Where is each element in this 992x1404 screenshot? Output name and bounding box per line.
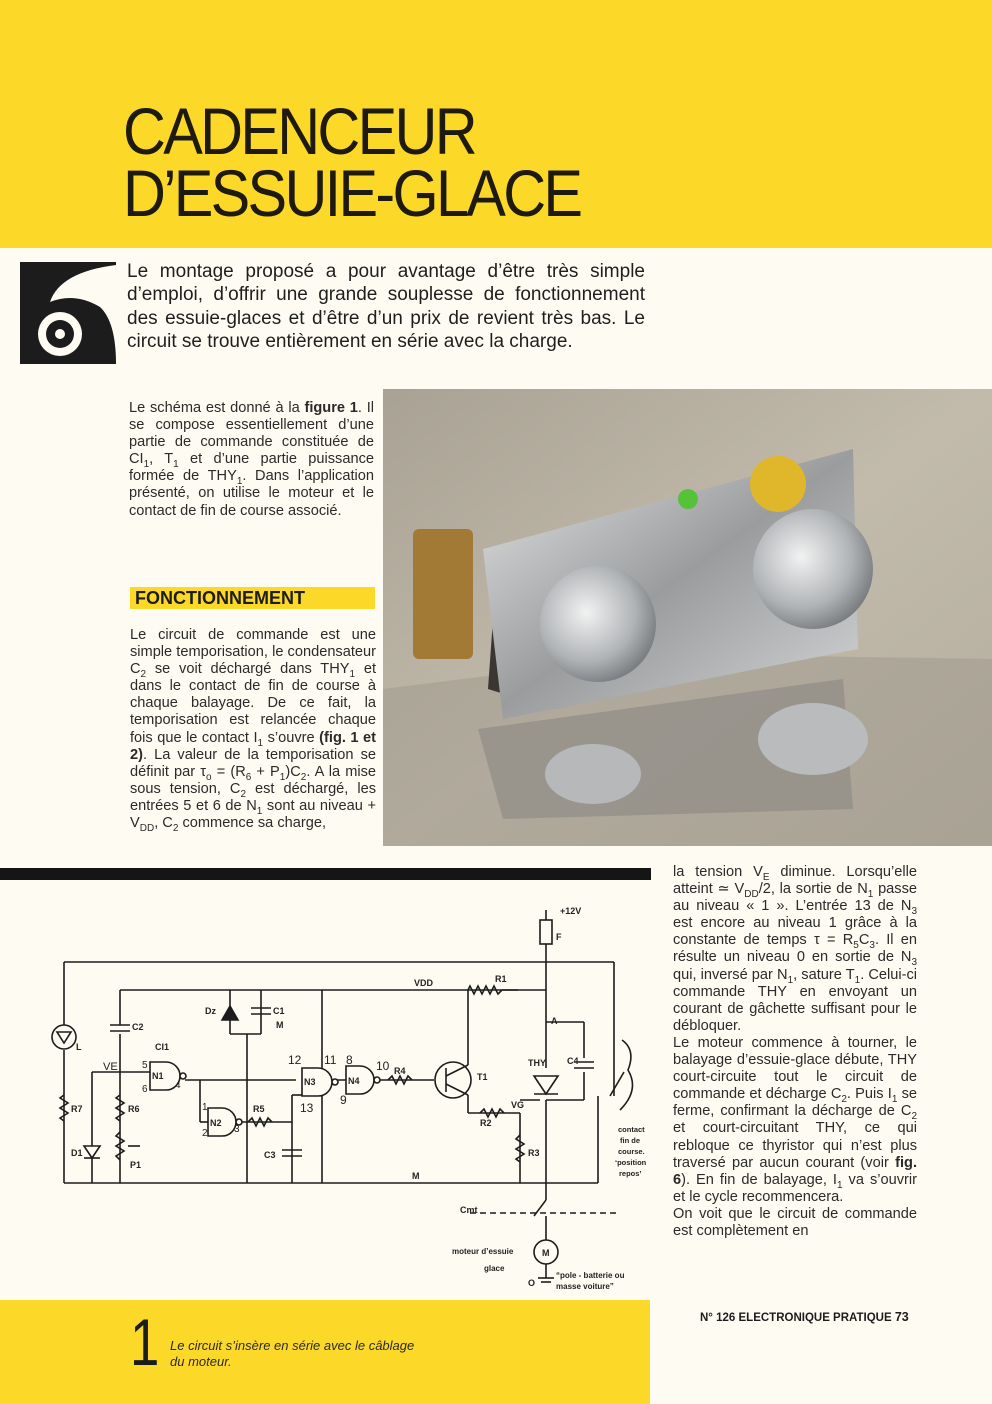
title-line-1: CADENCEUR	[123, 94, 475, 168]
label-r2: R2	[480, 1118, 492, 1128]
pin-1: 1	[202, 1102, 208, 1113]
product-photo	[383, 389, 992, 846]
text-run: /2, la sortie de N	[758, 881, 868, 898]
label-r5: R5	[253, 1104, 265, 1114]
gate-n3-bubble	[332, 1079, 338, 1085]
pin-6: 6	[142, 1084, 148, 1095]
text-run: , sature T	[793, 966, 855, 983]
section-rule	[0, 868, 651, 880]
text-run: passe au niveau « 1 ». L’entrée 13 de N	[673, 881, 918, 915]
label-n3: N3	[304, 1077, 316, 1087]
contact-line: contact	[618, 1125, 645, 1134]
figure-number: 1	[130, 1305, 160, 1379]
label-led: L	[76, 1042, 82, 1052]
label-c4: C4	[567, 1056, 579, 1066]
subscript: 1	[854, 974, 861, 986]
subscript: 5	[853, 940, 859, 952]
subscript: DD	[139, 822, 155, 834]
pin-2: 2	[202, 1128, 208, 1139]
label-r6: R6	[128, 1104, 140, 1114]
magazine-name: ELECTRONIQUE PRATIQUE	[738, 1312, 892, 1324]
subscript: 2	[172, 822, 179, 834]
contact-line: repos’	[619, 1169, 642, 1178]
page-title	[123, 94, 581, 230]
label-r3: R3	[528, 1148, 540, 1158]
text-run: = (R	[211, 763, 246, 780]
label-anode: A	[551, 1016, 558, 1026]
text-run: C	[858, 932, 870, 949]
pin-4: 4	[175, 1080, 181, 1091]
subscript: 3	[911, 906, 917, 918]
subscript: o	[206, 771, 212, 783]
subscript: 1	[256, 805, 263, 817]
pole-line: masse voiture”	[556, 1282, 614, 1291]
text-run: Le schéma est donné à la	[129, 400, 305, 416]
contact-line: course.	[618, 1147, 645, 1156]
section-heading: FONCTIONNEMENT	[130, 587, 375, 609]
pin-3: 3	[234, 1124, 240, 1135]
label-n1: N1	[152, 1071, 164, 1081]
text-run: est déchargé, les entrées 5 et 6 de N	[130, 780, 376, 814]
text-run: . Celui-ci commande THY en envoyant un courant de gâchette suffisant pour le débloquer.	[673, 966, 918, 1034]
subscript: 6	[245, 771, 252, 783]
pin-9: 9	[340, 1093, 347, 1107]
label-motor	[452, 1247, 514, 1273]
label-12v: +12V	[560, 906, 582, 916]
motor-line: moteur d’essuie	[452, 1247, 514, 1256]
label-c1: C1	[273, 1006, 285, 1016]
label-o: O	[528, 1278, 536, 1288]
body-column-3	[673, 864, 917, 1240]
label-cmt: Cmt	[460, 1205, 478, 1215]
subscript: 1	[867, 889, 874, 900]
label-ground: M	[412, 1171, 420, 1181]
label-n4: N4	[348, 1076, 360, 1086]
photo-toroid	[750, 456, 806, 512]
pin-11: 11	[324, 1053, 337, 1067]
label-p1: P1	[130, 1160, 142, 1170]
body-column-2	[130, 627, 376, 832]
gate-n1-bubble	[180, 1073, 186, 1079]
page-number: 73	[894, 1310, 909, 1324]
subscript: 1	[257, 737, 264, 749]
figure-caption: Le circuit s’insère en série avec le câblage du moteur.	[170, 1338, 415, 1369]
motor-line: glace	[484, 1264, 505, 1273]
contact-line: fin de	[620, 1136, 640, 1145]
intro-paragraph: Le montage proposé a pour avantage d’être très simple d’emploi, d’offrir une grande souplesse de fonctionnement des essuie-glaces et d’être d’un prix de revient très bas. Le circuit se trouve entièrement en série avec la charge.	[127, 261, 645, 353]
text-run: Le circuit de commande est une simple temporisation, le condensateur C	[130, 627, 376, 678]
text-run: . Puis I	[846, 1086, 892, 1103]
text-run: . La valeur de la temporisation se définit par τ	[130, 746, 376, 780]
pin-5: 5	[142, 1060, 148, 1071]
text-run: va s’ouvrir et le cycle recommencera.	[673, 1171, 918, 1205]
label-r7: R7	[71, 1104, 83, 1114]
label-fuse: F	[556, 932, 562, 942]
photo-knob-left	[540, 566, 656, 682]
photo-knob-reflection	[758, 703, 868, 775]
text-run: , C	[154, 815, 173, 832]
label-dz: Dz	[205, 1006, 216, 1016]
subscript: 2	[300, 771, 307, 783]
subscript: 1	[891, 1094, 898, 1106]
label-t1: T1	[477, 1072, 488, 1082]
label-ve: VE	[103, 1061, 118, 1073]
label-c1-m: M	[276, 1020, 284, 1030]
contact-line: ‘position	[615, 1158, 647, 1167]
text-run: On voit que le circuit de commande est complètement en	[673, 1205, 917, 1239]
subscript: 3	[911, 957, 917, 969]
magazine-section-logo-icon	[20, 262, 116, 364]
text-run: qui, inversé par N	[673, 966, 788, 983]
subscript: 2	[140, 669, 147, 681]
text-run: . A la mise sous tension, C	[130, 763, 377, 797]
subscript: 2	[911, 1111, 917, 1123]
label-d1: D1	[71, 1148, 83, 1158]
label-ci1: CI1	[155, 1042, 170, 1052]
subscript: 1	[349, 669, 356, 681]
label-thy: THY	[528, 1058, 546, 1068]
text-run: sont au niveau + V	[130, 797, 376, 832]
pin-8: 8	[346, 1053, 353, 1067]
gate-n4-bubble	[374, 1077, 380, 1083]
subscript: 2	[841, 1094, 847, 1106]
subscript: 1	[236, 476, 243, 488]
text-run: la tension V	[673, 864, 763, 880]
text-run: diminue. Lorsqu’elle atteint ≃ V	[673, 864, 918, 898]
text-run: , T	[149, 451, 174, 468]
subscript: DD	[744, 889, 759, 900]
text-run: commence sa charge,	[178, 815, 327, 832]
limit-switch	[610, 1072, 624, 1096]
text-run: Le moteur commence à tourner, le balayage d’essuie-glace débute, THY court-circuite tout le circuit de commande et décharge C	[673, 1034, 917, 1103]
subscript: 1	[787, 974, 794, 986]
label-r4: R4	[394, 1066, 406, 1076]
text-run: . Il en résulte un niveau 0 en sortie de N	[673, 932, 917, 966]
text-run: . Il se compose essentiellement d’une partie de commande constituée de CI	[129, 400, 374, 468]
text-run: est encore au niveau 1 grâce à la constante de temps τ = R	[673, 915, 917, 949]
pin-10: 10	[376, 1059, 390, 1073]
text-run: se voit déchargé dans THY	[146, 661, 350, 678]
subscript: 2	[240, 788, 247, 800]
text-run: et d’une partie puissance formée de THY	[129, 451, 374, 485]
pin-12: 12	[288, 1053, 302, 1067]
label-n2: N2	[210, 1118, 222, 1128]
diode-d1	[84, 1146, 100, 1158]
label-contact	[615, 1125, 647, 1178]
body-column-1	[129, 400, 374, 520]
label-vdd: VDD	[414, 978, 434, 988]
subscript: E	[762, 871, 770, 883]
photo-capacitor	[413, 529, 473, 659]
photo-knob-right	[753, 509, 873, 629]
pin-13: 13	[300, 1101, 314, 1115]
subscript: 1	[143, 459, 150, 471]
title-line-2: D’ESSUIE-GLACE	[123, 156, 581, 230]
schematic-labels	[71, 906, 647, 1291]
subscript: 1	[836, 1179, 843, 1191]
subscript: 3	[869, 940, 875, 952]
circuit-schematic	[40, 900, 655, 1300]
figure-reference: fig. 6	[673, 1154, 917, 1188]
label-motor-m: M	[542, 1248, 550, 1258]
label-pole	[556, 1271, 625, 1291]
text-run: . Dans l’application présenté, on utilise le moteur et le contact de fin de course associé.	[129, 468, 374, 519]
text-run: + P	[251, 763, 280, 780]
page-folio	[700, 1310, 909, 1324]
label-c3: C3	[264, 1150, 276, 1160]
label-vg: VG	[511, 1100, 525, 1110]
text-run: )C	[285, 763, 301, 780]
photo-knob-reflection	[545, 744, 641, 804]
text-run: et court-circuitant THY, ce qui rebloque ce thyristor qui n’est plus traversé par aucun courant (voir	[673, 1120, 917, 1171]
figure-reference: figure 1	[304, 400, 358, 416]
text-run: et dans le contact de fin de course à chaque balayage. De ce fait, la temporisation est relancée chaque fois que le contact I	[130, 661, 376, 746]
figure-reference: (fig. 1 et 2)	[130, 729, 377, 763]
subscript: 1	[279, 771, 286, 783]
thyristor-thy	[534, 1076, 558, 1094]
pole-line: “pole - batterie ou	[556, 1271, 625, 1280]
transistor-t1	[435, 1062, 471, 1098]
subscript: 1	[173, 459, 179, 471]
label-c2: C2	[132, 1022, 144, 1032]
text-run: se ferme, confirmant la décharge de C	[673, 1086, 918, 1120]
text-run: s’ouvre	[263, 729, 320, 746]
label-r1: R1	[495, 974, 507, 984]
photo-led	[678, 489, 698, 509]
text-run: ). En fin de balayage, I	[681, 1171, 837, 1188]
zener-dz	[222, 1006, 238, 1020]
issue-number: N° 126	[700, 1312, 736, 1324]
